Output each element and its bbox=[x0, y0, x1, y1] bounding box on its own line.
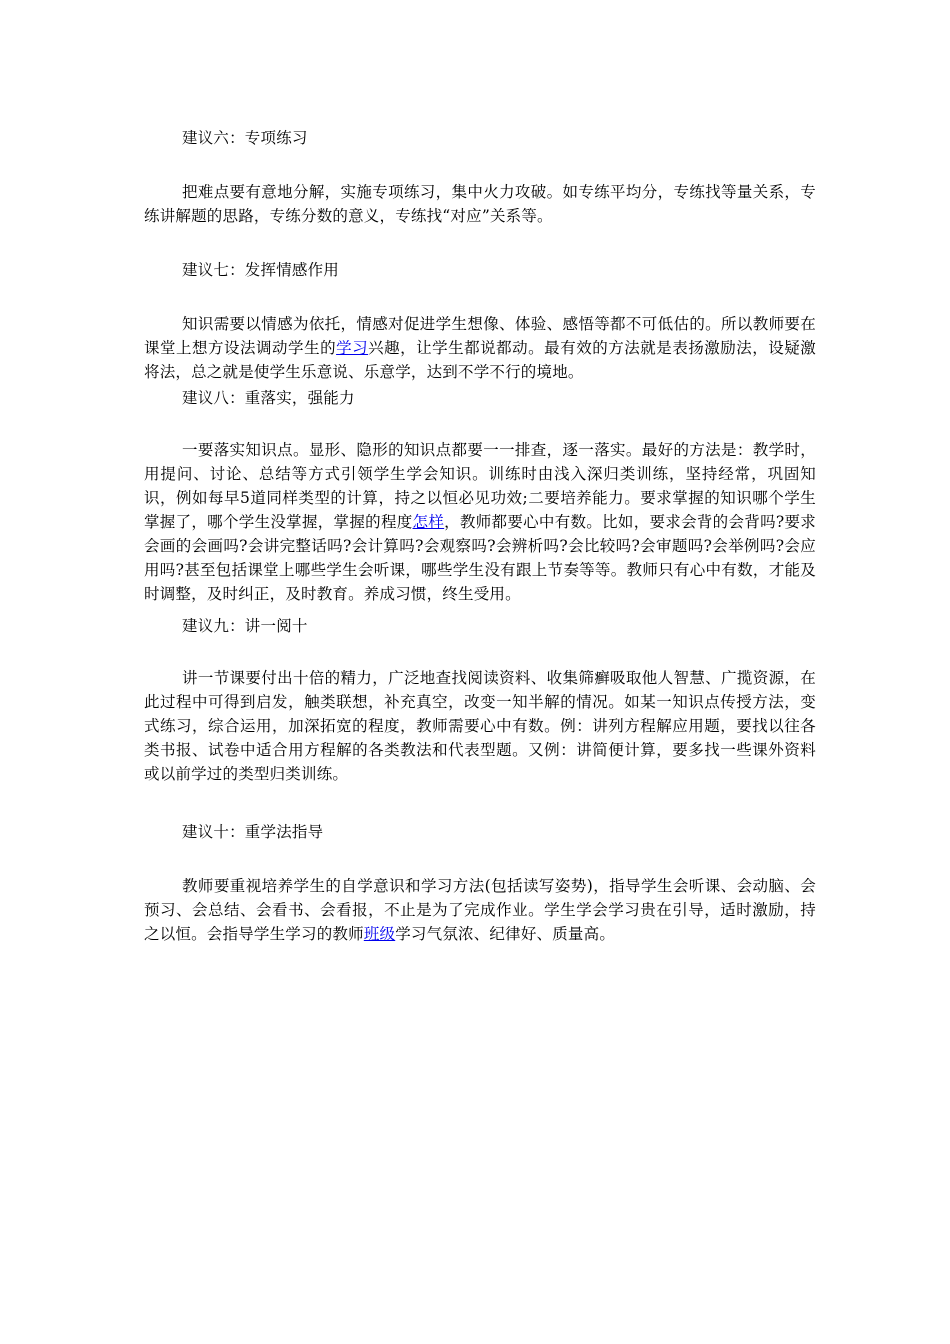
section-10-heading: 建议十：重学法指导 bbox=[182, 823, 324, 841]
section-8-text-before: 一要落实知识点。显形、隐形的知识点都要一一排查，逐一落实。最好的方法是：教学时，用提问、讨论、总结等方式引领学生学会知识。训练时由浅入深归类训练，坚持经常，巩固知识，例如每早5道同样类型的计算，持之以恒必见功效;二要培养能力。要求掌握的知识哪个学生掌握了，哪个学生没掌握，掌握的程度 bbox=[144, 441, 816, 531]
section-7-heading: 建议七：发挥情感作用 bbox=[182, 261, 340, 279]
section-8-paragraph bbox=[144, 438, 816, 606]
how-link[interactable]: 怎样 bbox=[412, 513, 445, 531]
study-link[interactable]: 学习 bbox=[336, 339, 369, 357]
section-10-paragraph bbox=[144, 874, 816, 946]
section-6-paragraph: 把难点要有意地分解，实施专项练习，集中火力攻破。如专练平均分，专练找等量关系，专练讲解题的思路，专练分数的意义，专练找“对应”关系等。 bbox=[144, 183, 816, 225]
section-6-heading: 建议六：专项练习 bbox=[182, 129, 308, 147]
class-link[interactable]: 班级 bbox=[363, 925, 396, 943]
section-10-text-after: 学习气氛浓、纪律好、质量高。 bbox=[395, 925, 616, 943]
section-8-text-after: ，教师都要心中有数。比如，要求会背的会背吗?要求会画的会画吗?会讲完整话吗?会计算吗?会观察吗?会辨析吗?会比较吗?会审题吗?会举例吗?会应用吗?甚至包括课堂上哪些学生会听课，哪些学生没有跟上节奏等等。教师只有心中有数，才能及时调整，及时纠正，及时教育。养成习惯，终生受用。 bbox=[144, 513, 816, 603]
section-8-heading: 建议八：重落实，强能力 bbox=[182, 389, 355, 407]
section-7-paragraph bbox=[144, 312, 816, 384]
section-7-text-before: 知识需要以情感为依托，情感对促进学生想像、体验、感悟等都不可低估的。所以教师要在课堂上想方设法调动学生的 bbox=[144, 315, 816, 357]
section-9-heading: 建议九：讲一阅十 bbox=[182, 617, 308, 635]
section-7-text-after: 兴趣，让学生都说都动。最有效的方法就是表扬激励法，设疑激将法，总之就是使学生乐意说、乐意学，达到不学不行的境地。 bbox=[144, 339, 816, 381]
section-10-text-before: 教师要重视培养学生的自学意识和学习方法(包括读写姿势)，指导学生会听课、会动脑、会预习、会总结、会看书、会看报，不止是为了完成作业。学生学会学习贵在引导，适时激励，持之以恒。会指导学生学习的教师 bbox=[144, 877, 816, 943]
section-9-paragraph: 讲一节课要付出十倍的精力，广泛地查找阅读资料、收集筛癣吸取他人智慧、广揽资源，在此过程中可得到启发，触类联想，补充真空，改变一知半解的情况。如某一知识点传授方法，变式练习，综合运用，加深拓宽的程度，教师需要心中有数。例：讲列方程解应用题，要找以往各类书报、试卷中适合用方程解的各类教法和代表型题。又例：讲简便计算，要多找一些课外资料或以前学过的类型归类训练。 bbox=[144, 669, 816, 783]
